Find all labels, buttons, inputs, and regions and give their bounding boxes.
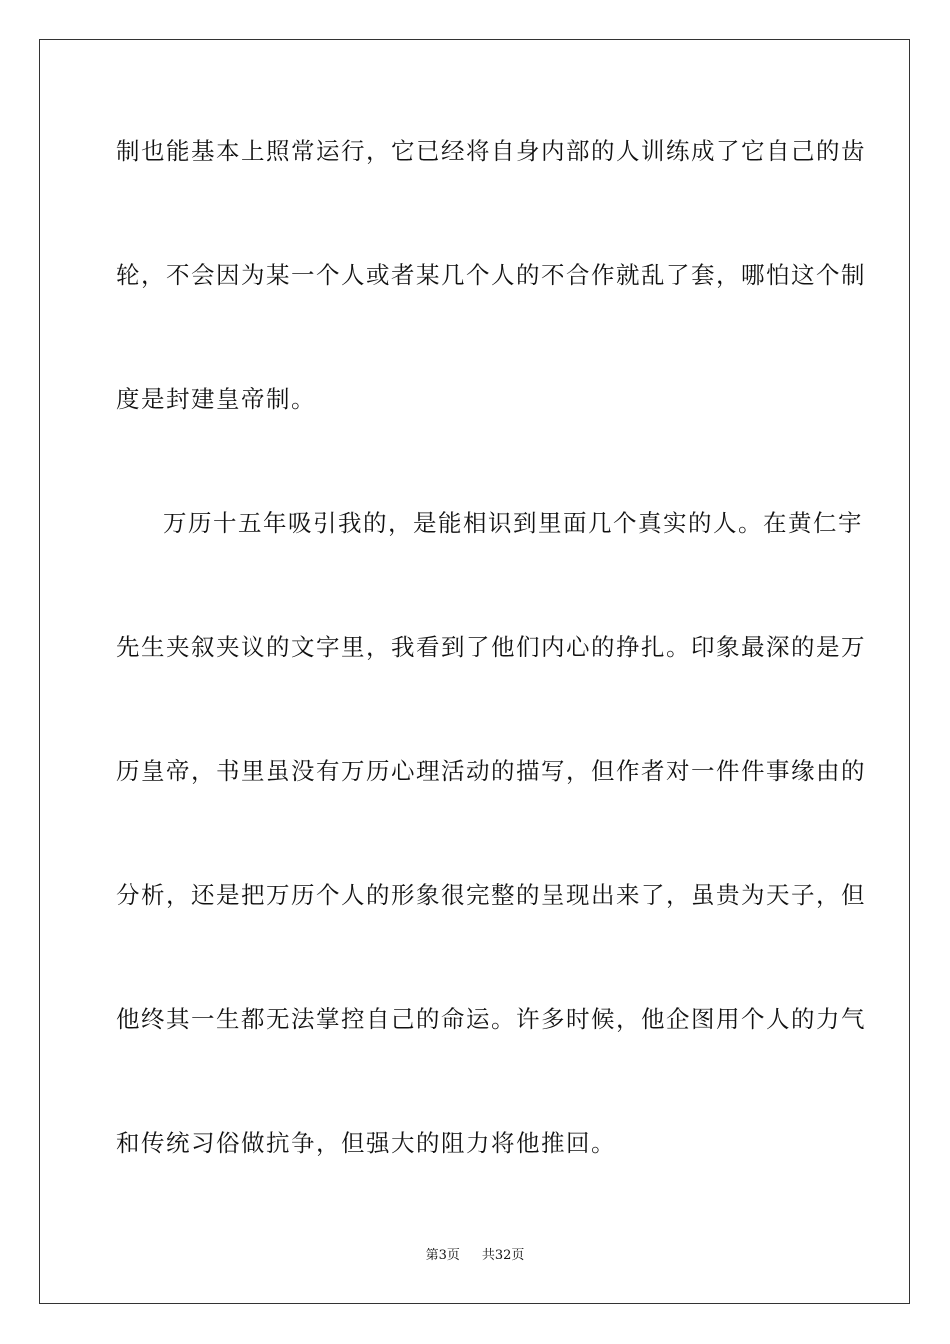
text-line: 和传统习俗做抗争，但强大的阻力将他推回。 (116, 1129, 616, 1157)
text-line: 分析，还是把万历个人的形象很完整的呈现出来了，虽贵为天子，但 (116, 881, 866, 909)
page-border (39, 39, 910, 1304)
text-line: 他终其一生都无法掌控自己的命运。许多时候，他企图用个人的力气 (116, 1005, 866, 1033)
page-footer (0, 1247, 950, 1265)
page-number: 第3页 (425, 1248, 460, 1263)
text-line: 历皇帝，书里虽没有万历心理活动的描写，但作者对一件件事缘由的 (116, 757, 866, 785)
text-line: 度是封建皇帝制。 (116, 385, 316, 413)
text-line: 制也能基本上照常运行，它已经将自身内部的人训练成了它自己的齿 (116, 137, 866, 165)
total-pages: 共32页 (481, 1248, 525, 1263)
paragraph-first-line: 万历十五年吸引我的，是能相识到里面几个真实的人。在黄仁宇 (163, 509, 863, 537)
text-line: 轮，不会因为某一个人或者某几个人的不合作就乱了套，哪怕这个制 (116, 261, 866, 289)
text-line: 先生夹叙夹议的文字里，我看到了他们内心的挣扎。印象最深的是万 (116, 633, 866, 661)
